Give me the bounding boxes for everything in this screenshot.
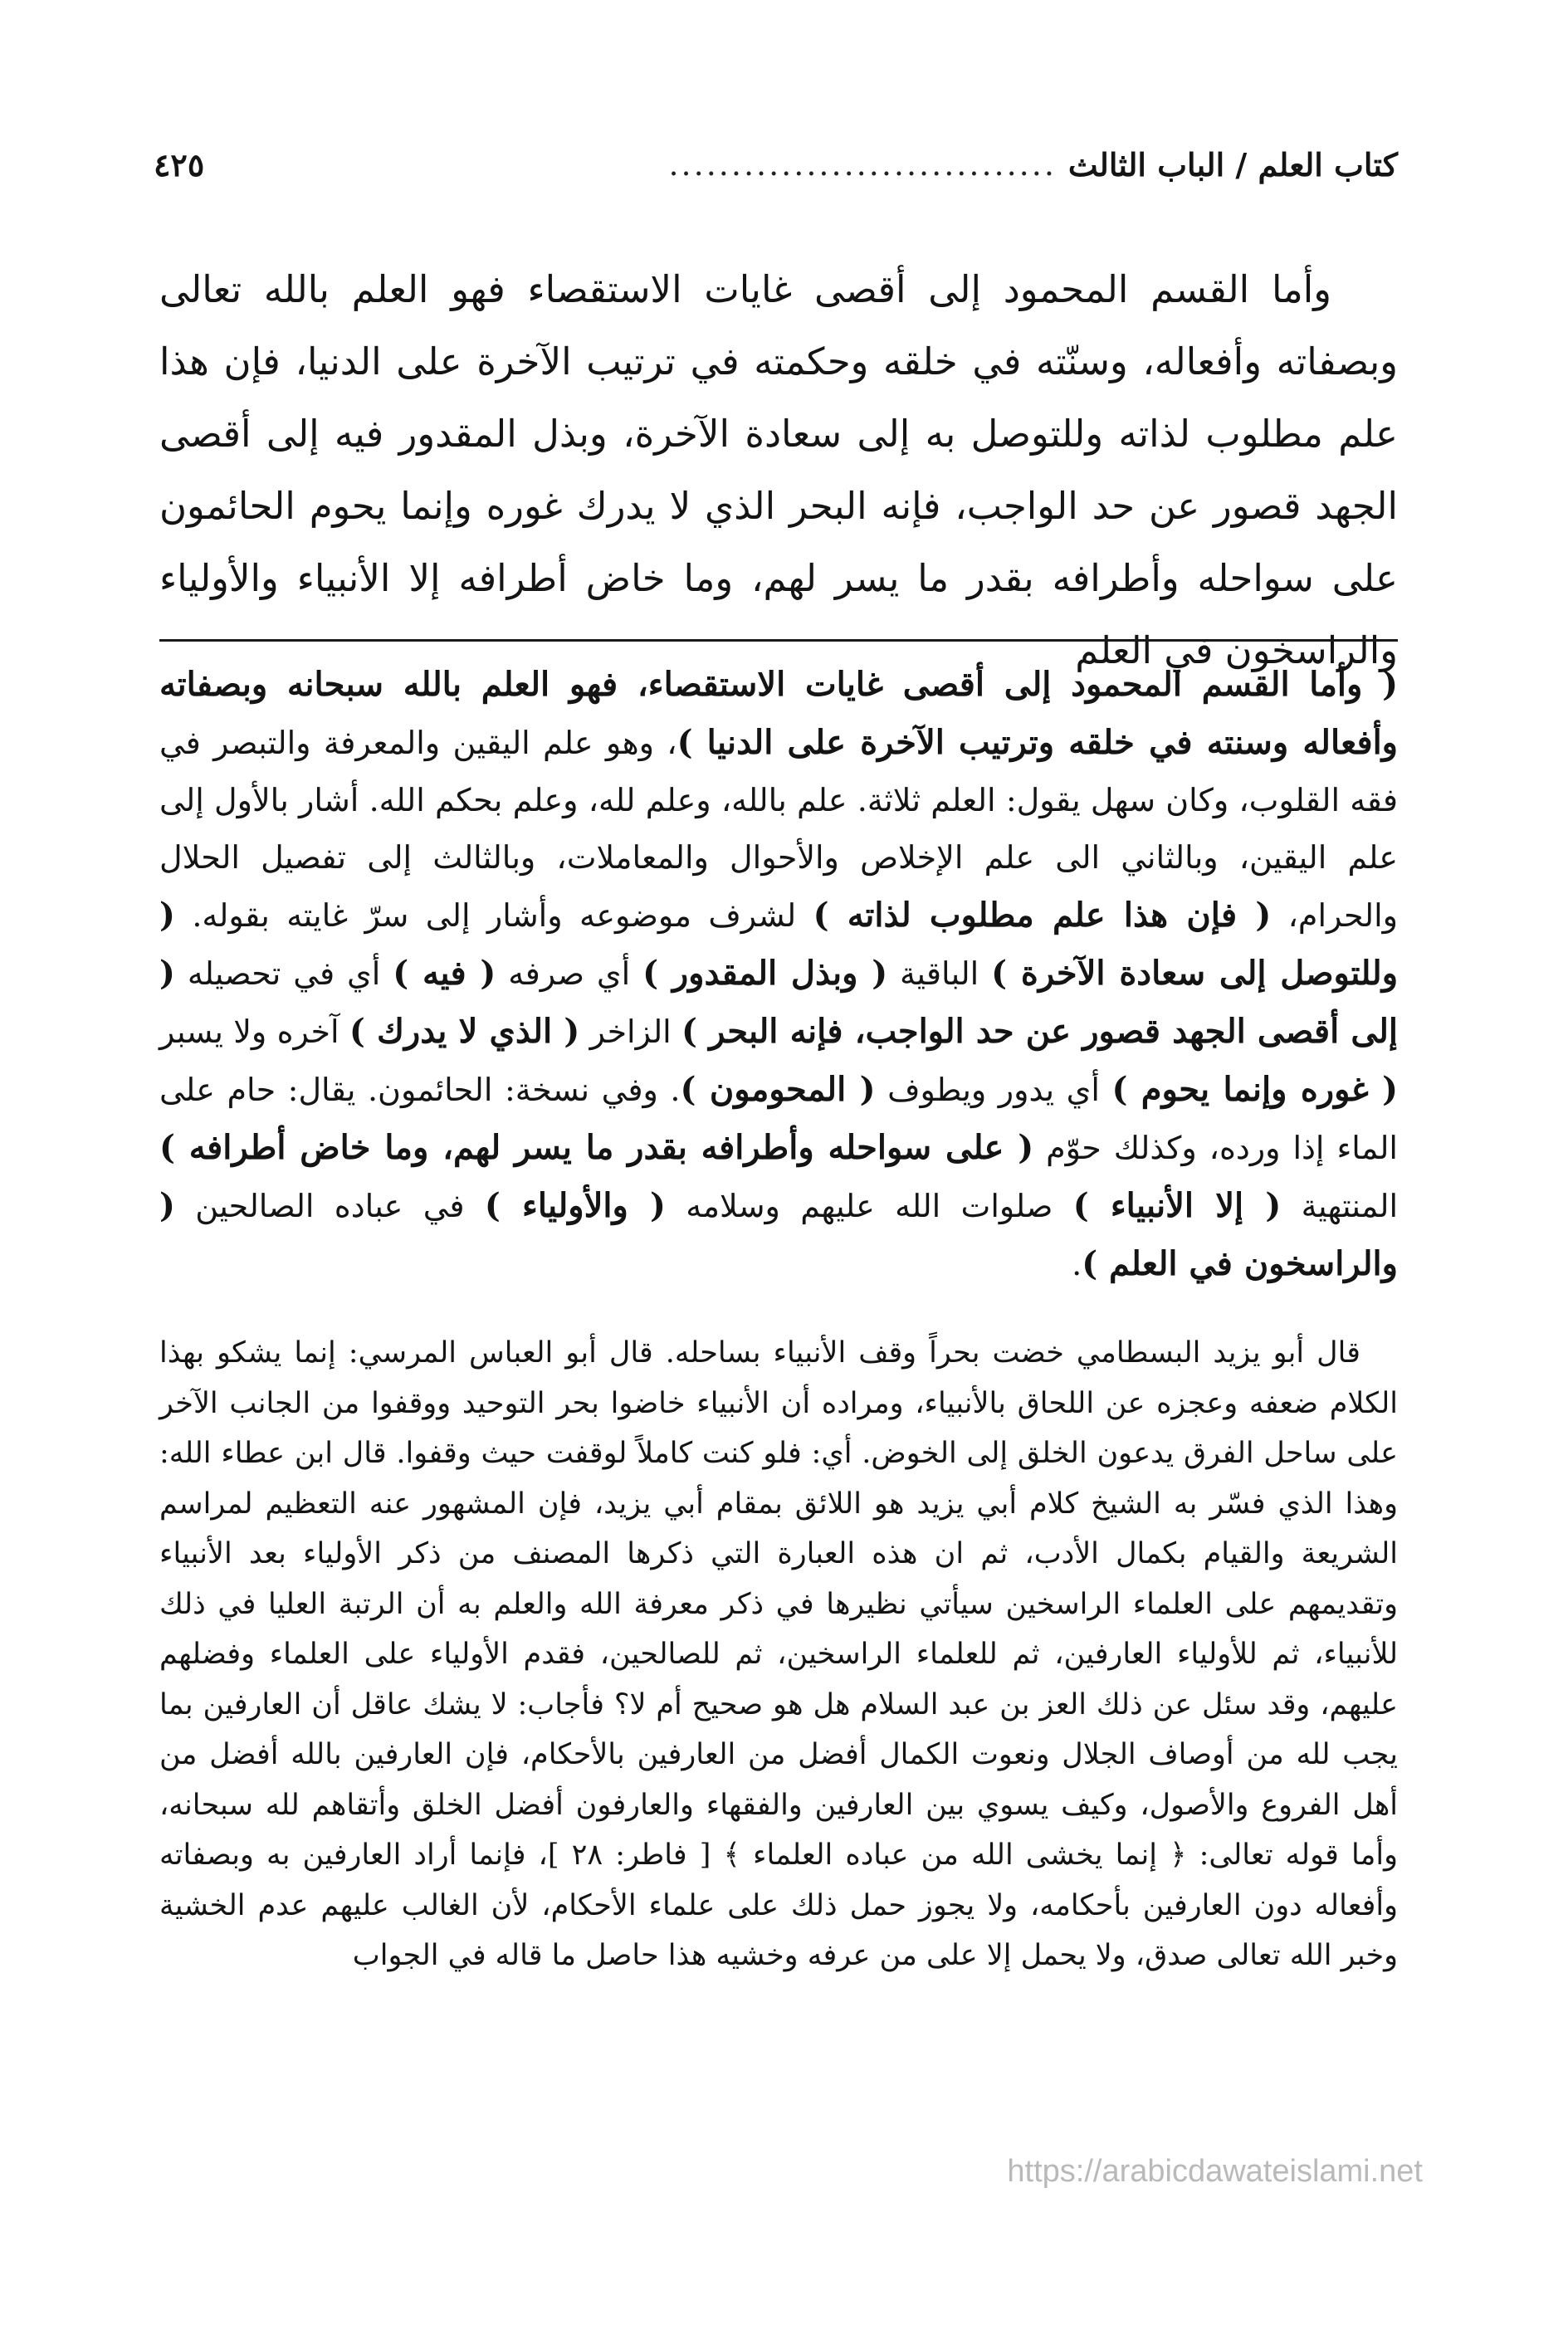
section-divider <box>159 639 1398 642</box>
quoted-matn-segment: ( فيه ) <box>393 954 496 993</box>
quoted-matn-segment: ( المحومون ) <box>680 1070 876 1109</box>
quoted-matn-segment: ( إلا الأنبياء ) <box>1072 1186 1282 1225</box>
quoted-matn-segment: ( فإن هذا علم مطلوب لذاته ) <box>813 896 1272 935</box>
sharh-segment: أي في تحصيله <box>174 955 393 992</box>
commentary-paragraph: قال أبو يزيد البسطامي خضت بحراً وقف الأنبياء بساحله. قال أبو العباس المرسي: إنما يشكو بهذا الكلام ضعفه وعجزه عن اللحاق بالأنبياء، ومراده أن الأنبياء خاضوا بحر التوحيد ووقفوا من الجانب الآخر على ساحل الفرق يدعون الخلق إلى الخوض. أي: فلو كنت كاملاً لوقفت حيث وقفوا. قال ابن عطاء الله: وهذا الذي فسّر به الشيخ كلام أبي يزيد هو اللائق بمقام أبي يزيد، فإن المشهور عنه التعظيم لمراسم الشريعة والقيام بكمال الأدب، ثم ان هذه العبارة التي ذكرها المصنف من ذكر الأولياء بعد الأنبياء وتقديمهم على العلماء الراسخين سيأتي نظيرها في ذكر معرفة الله والعلم به أن الرتبة العليا في ذلك للأنبياء، ثم للأولياء العارفين، ثم للعلماء الراسخين، ثم للصالحين، فقدم الأولياء على العلماء وفضلهم عليهم، وقد سئل عن ذلك العز بن عبد السلام هل هو صحيح أم لا؟ فأجاب: لا يشك عاقل أن العارفين بما يجب لله من أوصاف الجلال ونعوت الكمال أفضل من العارفين بالأحكام، فإن العارفين بالله أفضل من أهل الفروع والأصول، وكيف يسوي بين العارفين والفقهاء والعارفون أفضل الخلق وأتقاهم لله سبحانه، وأما قوله تعالى: ﴿ إنما يخشى الله من عباده العلماء ﴾ [ فاطر: ٢٨ ]، فإنما أراد العارفين به وبصفاته وأفعاله دون العارفين بأحكامه، ولا يجوز حمل ذلك على علماء الأحكام، لأن الغالب عليهم عدم الخشية وخبر الله تعالى صدق، ولا يحمل إلا على من عرفه وخشيه هذا حاصل ما قاله في الجواب <box>159 1336 1399 1972</box>
sharh-segment: الباقية <box>887 955 992 992</box>
watermark-url: https://arabicdawateislami.net <box>1007 2154 1423 2189</box>
sharh-segment: . وفي نسخة: الحائمون. يقال: حام على الماء إذا ورده، وكذلك حوّم <box>159 1072 1398 1166</box>
sharh-segment: . <box>1072 1246 1082 1282</box>
quoted-matn-segment: ( والأولياء ) <box>484 1186 666 1225</box>
quoted-matn-segment: ( على سواحله وأطرافه بقدر ما يسر لهم، وما خاض أطرافه ) <box>159 1128 1034 1167</box>
quoted-matn-segment: ( والراسخون في العلم ) <box>159 1186 1398 1283</box>
sharh-paragraph <box>159 656 1398 1293</box>
sharh-segment: أي صرفه <box>496 955 643 992</box>
quoted-matn-segment: ( الذي لا يدرك ) <box>349 1012 580 1051</box>
sharh-segment: ، وهو علم اليقين والمعرفة والتبصر في فقه القلوب، وكان سهل يقول: العلم ثلاثة. علم بالله، وعلم لله، وعلم بحكم الله. أشار بالأول إلى علم اليقين، وبالثاني الى علم الإخلاص والأحوال والمعاملات، وبالثالث إلى تفصيل الحلال والحرام، <box>159 725 1398 934</box>
quoted-matn-segment: ( وبذل المقدور ) <box>642 954 888 993</box>
quoted-matn-segment: ( وللتوصل إلى سعادة الآخرة ) <box>159 896 1399 993</box>
sharh-segment: أي يدور ويطوف <box>875 1072 1112 1108</box>
sharh-text <box>159 656 1398 1293</box>
main-text-paragraph: وأما القسم المحمود إلى أقصى غايات الاستقصاء فهو العلم بالله تعالى وبصفاته وأفعاله، وسنّته في خلقه وحكمته في ترتيب الآخرة على الدنيا، فإن هذا علم مطلوب لذاته وللتوصل به إلى سعادة الآخرة، وبذل المقدور فيه إلى أقصى الجهد قصور عن حد الواجب، فإنه البحر الذي لا يدرك غوره وإنما يحوم الحائمون على سواحله وأطرافه بقدر ما يسر لهم، وما خاض أطرافه إلا الأنبياء والأولياء والراسخون في العلم <box>159 267 1398 672</box>
page-number: ٤٢٥ <box>154 145 205 183</box>
quoted-matn-segment: ( وأما القسم المحمود إلى أقصى غايات الاستقصاء، فهو العلم بالله سبحانه وبصفاته وأفعاله وسنته في خلقه وترتيب الآخرة على الدنيا ) <box>159 665 1398 762</box>
sharh-segment: في عباده الصالحين <box>174 1188 485 1224</box>
sharh-segment: آخره ولا يسبر <box>159 1013 349 1050</box>
sharh-segment: الزاخر <box>579 1013 682 1050</box>
quoted-matn-segment: ( غوره وإنما يحوم ) <box>1111 1070 1399 1109</box>
leader-dots: ............................... <box>668 146 1057 183</box>
running-title: كتاب العلم / الباب الثالث <box>1067 145 1398 183</box>
commentary-text <box>159 1328 1398 1981</box>
quoted-matn-segment: ( إلى أقصى الجهد قصور عن حد الواجب، فإنه البحر ) <box>159 954 1399 1051</box>
sharh-segment: المنتهية <box>1281 1188 1399 1224</box>
sharh-segment: لشرف موضوعه وأشار إلى سرّ غايته بقوله. <box>174 897 813 934</box>
sharh-segment: صلوات الله عليهم وسلامه <box>665 1188 1073 1224</box>
running-header <box>154 139 1398 189</box>
main-text <box>159 253 1398 686</box>
